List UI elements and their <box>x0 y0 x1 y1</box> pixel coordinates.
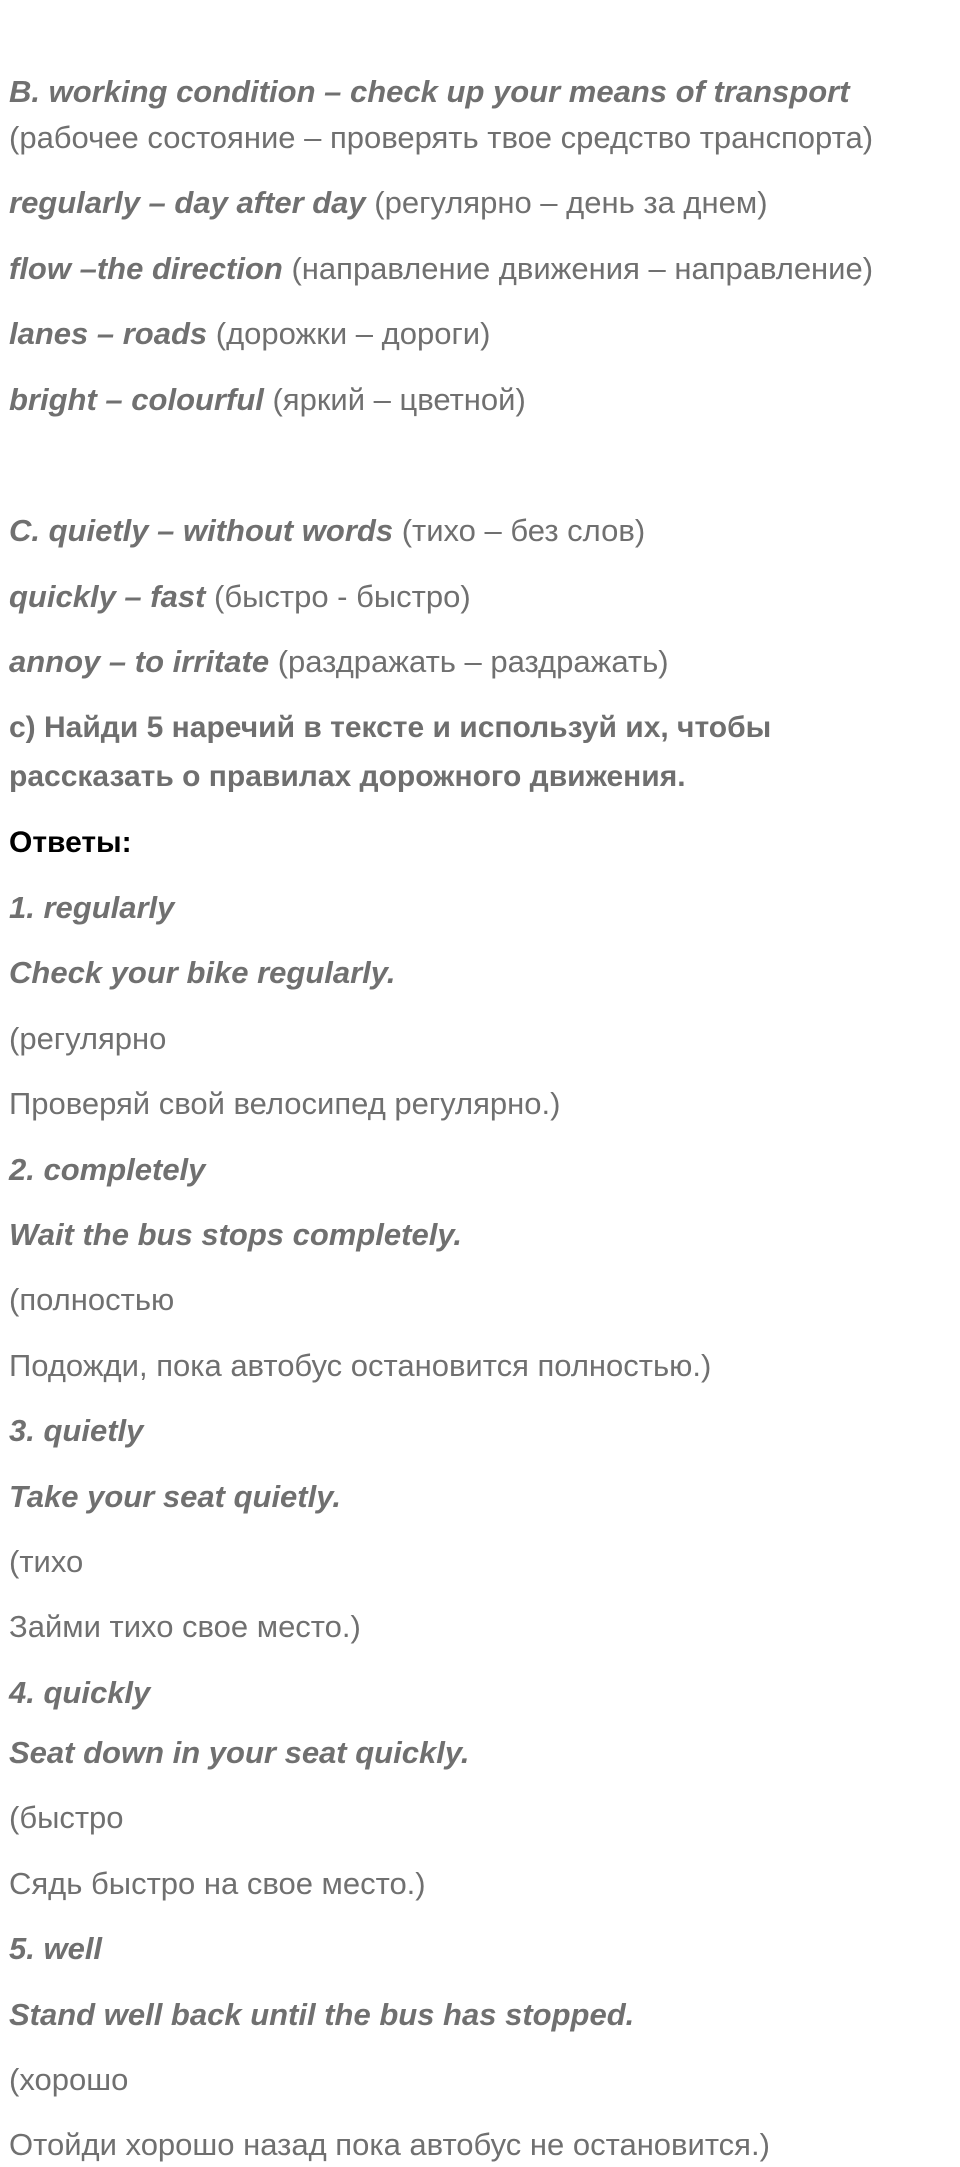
answer-ru-word: (быстро <box>9 1800 124 1835</box>
answer-ru-word: (тихо <box>9 1544 84 1579</box>
vocab-b-line-5 <box>9 314 490 354</box>
vocab-b-term: lanes – roads <box>9 316 208 351</box>
answers-heading: Ответы: <box>9 826 132 859</box>
vocab-b-translation: (яркий – цветной) <box>263 382 526 417</box>
vocab-c-line-1 <box>9 511 645 551</box>
vocab-c-term: quickly – fast <box>9 579 206 614</box>
answer-ru-sentence: Займи тихо свое место.) <box>9 1609 361 1644</box>
answer-sentence: Take your seat quietly. <box>9 1479 341 1514</box>
vocab-c-translation: (раздражать – раздражать) <box>269 644 669 679</box>
answer-word: 5. well <box>9 1931 103 1966</box>
vocab-b-line-6 <box>9 380 526 420</box>
answer-ru-sentence: Отойди хорошо назад пока автобус не остановится.) <box>9 2127 770 2162</box>
answer-sentence: Wait the bus stops completely. <box>9 1217 463 1252</box>
answer-word: 2. completely <box>9 1152 206 1187</box>
vocab-c-line-2 <box>9 577 471 617</box>
answer-word: 1. regularly <box>9 890 175 925</box>
answer-ru-sentence: Подожди, пока автобус остановится полностью.) <box>9 1348 712 1383</box>
vocab-c-translation: (тихо – без слов) <box>393 513 646 548</box>
vocab-b-translation: (регулярно – день за днем) <box>365 185 768 220</box>
vocab-c-term: annoy – to irritate <box>9 644 270 679</box>
answer-sentence: Stand well back until the bus has stopped. <box>9 1997 635 2032</box>
answer-sentence: Check your bike regularly. <box>9 955 396 990</box>
vocab-c-line-3 <box>9 642 669 682</box>
vocab-c-translation: (быстро - быстро) <box>205 579 471 614</box>
answer-word: 4. quickly <box>9 1675 151 1710</box>
vocab-b-line-2 <box>9 118 873 158</box>
vocab-b-term: B. working condition – check up your means of transport <box>9 74 850 109</box>
task-line-1: c) Найди 5 наречий в тексте и используй их, чтобы <box>9 711 772 744</box>
answer-ru-word: (регулярно <box>9 1021 167 1056</box>
answer-ru-word: (хорошо <box>9 2062 129 2097</box>
vocab-b-term: regularly – day after day <box>9 185 366 220</box>
answer-sentence: Seat down in your seat quickly. <box>9 1735 470 1770</box>
vocab-b-term: flow –the direction <box>9 251 283 286</box>
vocab-b-term: bright – colourful <box>9 382 264 417</box>
answer-word: 3. quietly <box>9 1413 144 1448</box>
vocab-b-translation: (дорожки – дороги) <box>207 316 491 351</box>
answer-ru-word: (полностью <box>9 1282 175 1317</box>
task-line-2: рассказать о правилах дорожного движения. <box>9 760 686 793</box>
answer-ru-sentence: Проверяй свой велосипед регулярно.) <box>9 1086 561 1121</box>
vocab-c-term: C. quietly – without words <box>9 513 394 548</box>
vocab-b-line-1 <box>9 72 850 112</box>
vocab-b-line-4 <box>9 249 873 289</box>
vocab-b-line-3 <box>9 183 768 223</box>
vocab-b-translation: (направление движения – направление) <box>282 251 874 286</box>
vocab-b-translation: (рабочее состояние – проверять твое средство транспорта) <box>9 120 874 155</box>
answer-ru-sentence: Сядь быстро на свое место.) <box>9 1866 426 1901</box>
